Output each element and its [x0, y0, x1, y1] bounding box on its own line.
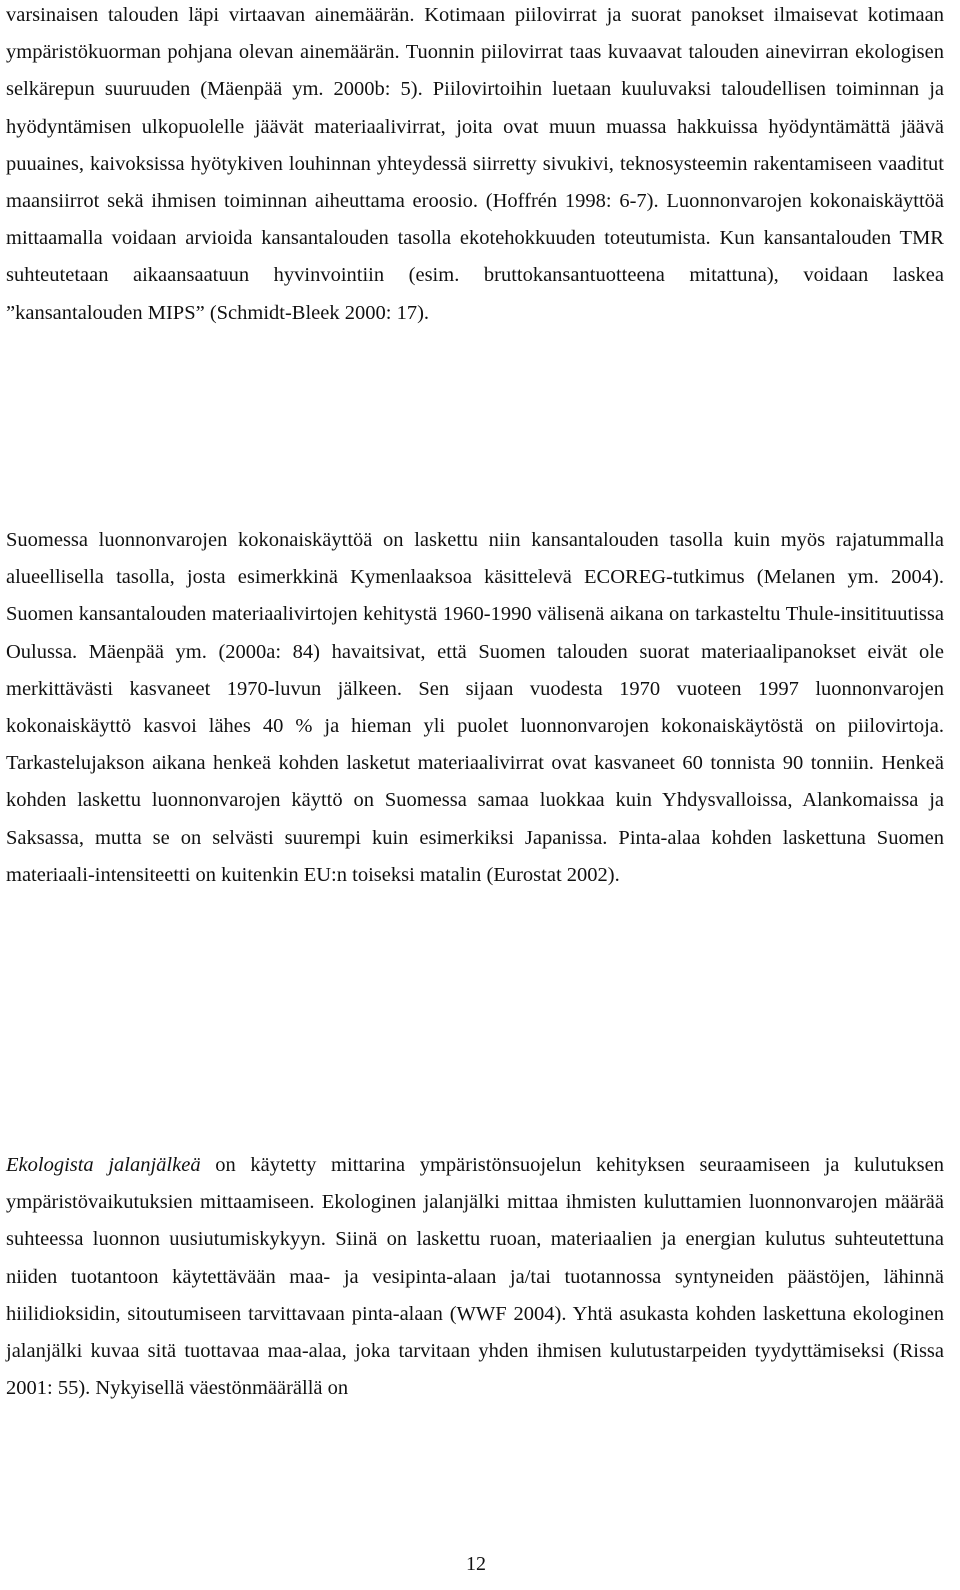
paragraph-text: varsinaisen talouden läpi virtaavan ainemäärän. Kotimaan piilovirrat ja suorat panokset ilmaisevat kotimaan ympäristökuorman pohjana olevan ainemäärän. Tuonnin piilovirrat taas kuvaavat talouden ainevirran ekologisen selkärepun suuruuden (Mäenpää ym. 2000b: 5). Piilovirtoihin luetaan kuuluvaksi taloudellisen toiminnan ja hyödyntämisen ulkopuolelle jäävät materiaalivirrat, joita ovat muun muassa hakkuissa hyödyntämättä jäävä puuaines, kaivoksissa hyötykiven louhinnan yhteydessä siirretty sivukivi, teknosysteemin rakentamiseen vaaditut maansiirrot sekä ihmisen toiminnan aiheuttama eroosio. (Hoffrén 1998: 6-7). Luonnonvarojen kokonaiskäyttöä mittaamalla voidaan arvioida kansantalouden tasolla ekotehokkuuden toteutumista. Kun kansantalouden TMR suhteutetaan aikaansaatuun hyvinvointiin (esim. bruttokansantuotteena mitattuna), voidaan laskea ”kansantalouden MIPS” (Schmidt-Bleek 2000: 17). [6, 4, 944, 324]
paragraph-text: Suomessa luonnonvarojen kokonaiskäyttöä on laskettu niin kansantalouden tasolla kuin myös rajatummalla alueellisella tasolla, josta esimerkkinä Kymenlaaksoa käsittelevä ECOREG-tutkimus (Melanen ym. 2004). Suomen kansantalouden materiaalivirtojen kehitystä 1960-1990 välisenä aikana on tarkasteltu Thule-insitituutissa Oulussa. Mäenpää ym. (2000a: 84) havaitsivat, että Suomen talouden suorat materiaalipanokset eivät ole merkittävästi kasvaneet 1970-luvun jälkeen. Sen sijaan vuodesta 1970 vuoteen 1997 luonnonvarojen kokonaiskäyttö kasvoi lähes 40 % ja hieman yli puolet luonnonvarojen kokonaiskäytöstä on piilovirtoja. Tarkastelujakson aikana henkeä kohden lasketut materiaalivirrat ovat kasvaneet 60 tonnista 90 tonniin. Henkeä kohden laskettu luonnonvarojen käyttö on Suomessa samaa luokkaa kuin Yhdysvalloissa, Alankomaissa ja Saksassa, mutta se on selvästi suurempi kuin esimerkiksi Japanissa. Pinta-alaa kohden laskettuna Suomen materiaali-intensiteetti on kuitenkin EU:n toiseksi matalin (Eurostat 2002). [6, 529, 944, 886]
paragraph-ecological-footprint [6, 1147, 944, 1407]
paragraph-text: on käytetty mittarina ympäristönsuojelun kehityksen seuraamiseen ja kulutuksen ympäristövaikutuksien mittaamiseen. Ekologinen jalanjälki mittaa ihmisten kuluttamien luonnonvarojen määrää suhteessa luonnon uusiutumiskykyyn. Siinä on laskettu ruoan, materiaalien ja energian kulutus suhteutettuna niiden tuotantoon käytettävään maa- ja vesipinta-alaan ja/tai tuotannossa syntyneiden päästöjen, lähinnä hiilidioksidin, sitoutumiseen tarvittavaan pinta-alaan (WWF 2004). Yhtä asukasta kohden laskettuna ekologinen jalanjälki kuvaa sitä tuottavaa maa-alaa, joka tarvitaan yhden ihmisen kulutustarpeiden tyydyttämiseksi (Rissa 2001: 55). Nykyisellä väestönmäärällä on [6, 1154, 944, 1400]
italic-term: Ekologista jalanjälkeä [6, 1154, 201, 1176]
page-number: 12 [466, 1553, 486, 1575]
paragraph-finnish-resource-use [6, 522, 944, 894]
paragraph-hidden-flows [6, 0, 944, 332]
